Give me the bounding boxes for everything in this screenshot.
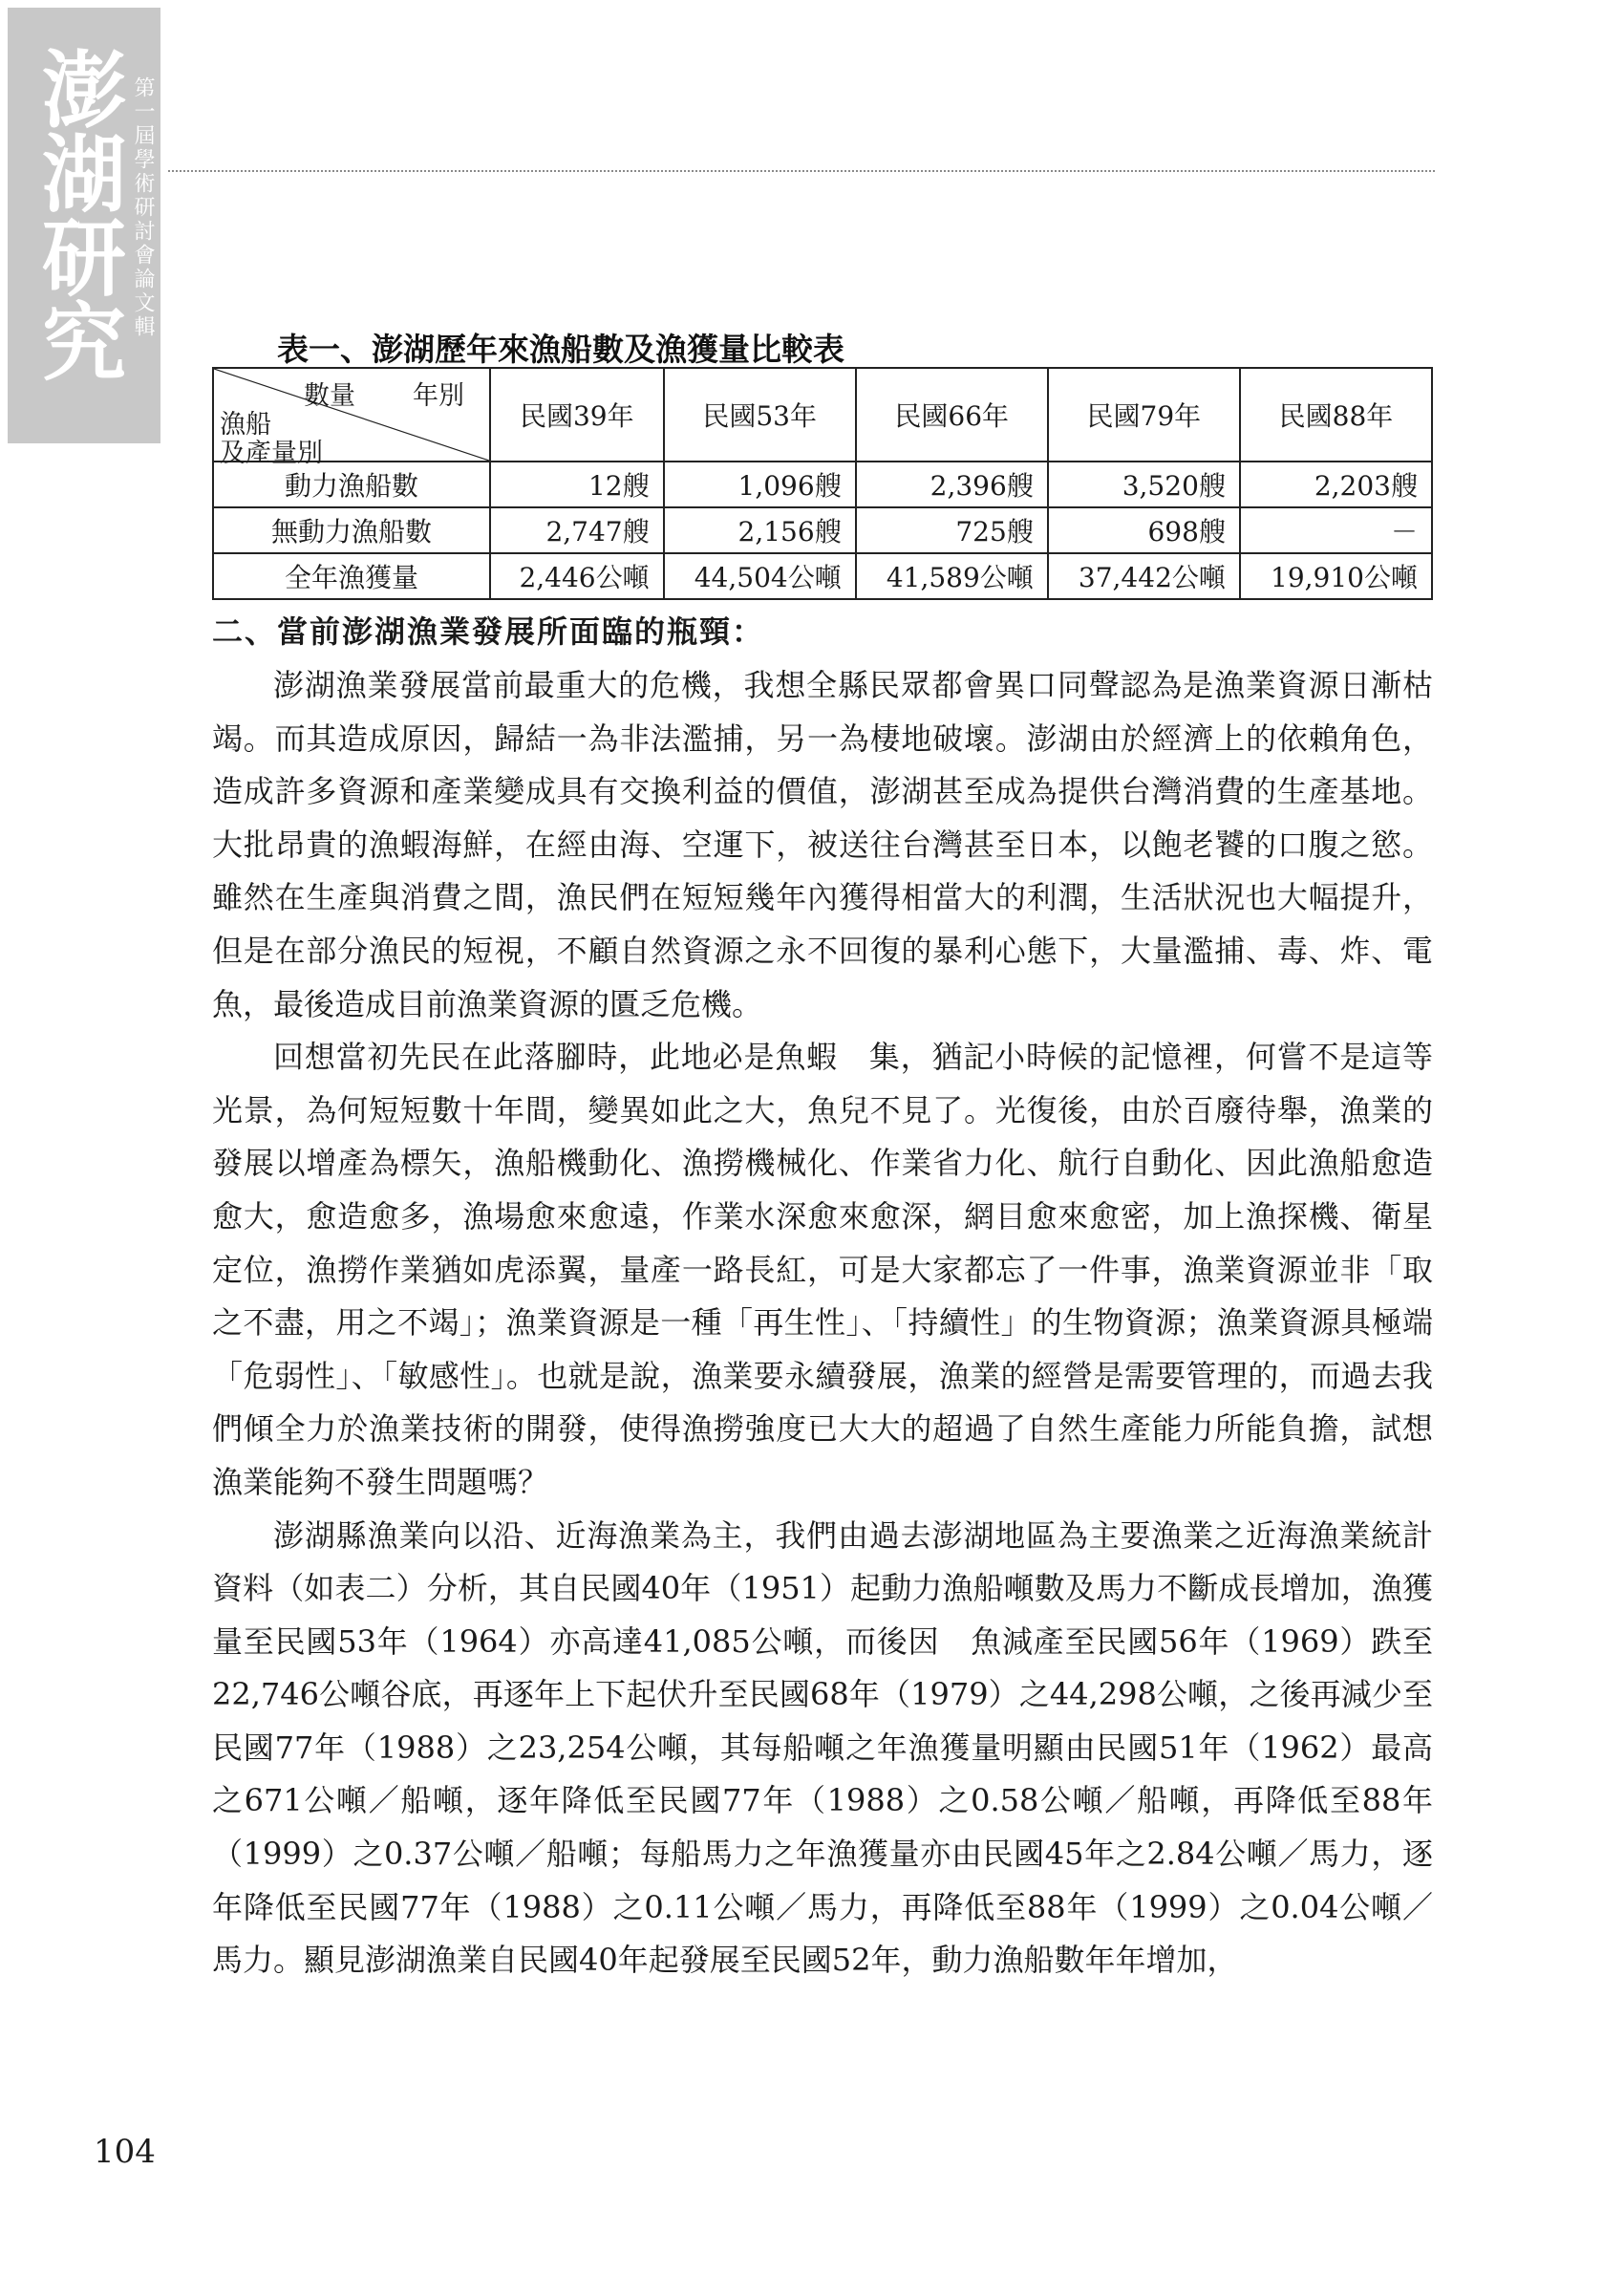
table-row bbox=[213, 462, 1432, 507]
column-header: 民國53年 bbox=[664, 368, 856, 462]
table-cell: 2,203艘 bbox=[1240, 462, 1432, 507]
corner-label-quantity: 數量 bbox=[304, 381, 355, 411]
column-header: 民國88年 bbox=[1240, 368, 1432, 462]
table-cell: － bbox=[1240, 507, 1432, 553]
table-caption: 表一、澎湖歷年來漁船數及漁獲量比較表 bbox=[277, 331, 844, 368]
table-cell: 2,446公噸 bbox=[490, 553, 664, 599]
table-cell: 44,504公噸 bbox=[664, 553, 856, 599]
fishing-stats-table bbox=[212, 367, 1433, 600]
table-cell: 19,910公噸 bbox=[1240, 553, 1432, 599]
corner-label-boats: 漁船 bbox=[220, 410, 271, 440]
table-cell: 12艘 bbox=[490, 462, 664, 507]
paragraph: 澎湖縣漁業向以沿、近海漁業為主，我們由過去澎湖地區為主要漁業之近海漁業統計資料（如表二）分析，其自民國40年（1951）起動力漁船噸數及馬力不斷成長增加，漁獲量至民國53年（1964）亦高達41,085公噸，而後因 魚減產至民國56年（1969）跌至22,746公噸谷底，再逐年上下起伏升至民國68年（1979）之44,298公噸，之後再減少至民國77年（1988）之23,254公噸，其每船噸之年漁獲量明顯由民國51年（1962）最高之671公噸／船噸，逐年降低至民國77年（1988）之0.58公噸／船噸，再降低至88年（1999）之0.37公噸／船噸；每船馬力之年漁獲量亦由民國45年之2.84公噸／馬力，逐年降低至民國77年（1988）之0.11公噸／馬力，再降低至88年（1999）之0.04公噸／馬力。顯見澎湖漁業自民國40年起發展至民國52年，動力漁船數年年增加， bbox=[212, 1516, 1433, 1979]
table-cell: 2,396艘 bbox=[856, 462, 1048, 507]
table-cell: 37,442公噸 bbox=[1048, 553, 1240, 599]
table-row bbox=[213, 507, 1432, 553]
table-row bbox=[213, 553, 1432, 599]
table-cell: 725艘 bbox=[856, 507, 1048, 553]
journal-title: 澎湖研究 bbox=[29, 46, 127, 382]
header-dotted-rule bbox=[168, 170, 1435, 172]
column-header: 民國39年 bbox=[490, 368, 664, 462]
column-header: 民國79年 bbox=[1048, 368, 1240, 462]
row-label: 全年漁獲量 bbox=[213, 553, 490, 599]
journal-subtitle: 第一屆學術研討會論文輯 bbox=[131, 76, 155, 339]
table-cell: 2,156艘 bbox=[664, 507, 856, 553]
table-header-row bbox=[213, 368, 1432, 462]
table-cell: 41,589公噸 bbox=[856, 553, 1048, 599]
table-corner-cell bbox=[213, 368, 490, 468]
column-header: 民國66年 bbox=[856, 368, 1048, 462]
table-cell: 2,747艘 bbox=[490, 507, 664, 553]
paragraph: 澎湖漁業發展當前最重大的危機，我想全縣民眾都會異口同聲認為是漁業資源日漸枯竭。而其造成原因，歸結一為非法濫捕，另一為棲地破壞。澎湖由於經濟上的依賴角色，造成許多資源和產業變成具有交換利益的價值，澎湖甚至成為提供台灣消費的生產基地。大批昂貴的漁蝦海鮮，在經由海、空運下，被送往台灣甚至日本，以飽老饕的口腹之慾。雖然在生產與消費之間，漁民們在短短幾年內獲得相當大的利潤，生活狀況也大幅提升，但是在部分漁民的短視，不顧自然資源之永不回復的暴利心態下，大量濫捕、毒、炸、電魚，最後造成目前漁業資源的匱乏危機。 bbox=[212, 667, 1433, 1022]
corner-label-year: 年別 bbox=[413, 381, 464, 411]
row-label: 動力漁船數 bbox=[213, 462, 490, 507]
corner-label-output: 及產量別 bbox=[220, 439, 323, 468]
row-label: 無動力漁船數 bbox=[213, 507, 490, 553]
table-cell: 1,096艘 bbox=[664, 462, 856, 507]
page-number: 104 bbox=[94, 2133, 156, 2171]
paragraph: 回想當初先民在此落腳時，此地必是魚蝦 集，猶記小時候的記憶裡，何嘗不是這等光景，為何短短數十年間，變異如此之大，魚兒不見了。光復後，由於百廢待舉，漁業的發展以增產為標矢，漁船機動化、漁撈機械化、作業省力化、航行自動化、因此漁船愈造愈大，愈造愈多，漁場愈來愈遠，作業水深愈來愈深，網目愈來愈密，加上漁探機、衛星定位，漁撈作業猶如虎添翼，量產一路長紅，可是大家都忘了一件事，漁業資源並非「取之不盡，用之不竭」；漁業資源是一種「再生性」、「持續性」的生物資源；漁業資源具極端「危弱性」、「敏感性」。也就是說，漁業要永續發展，漁業的經營是需要管理的，而過去我們傾全力於漁業技術的開發，使得漁撈強度已大大的超過了自然生產能力所能負擔，試想漁業能夠不發生問題嗎？ bbox=[212, 1039, 1433, 1500]
body-text bbox=[212, 659, 1433, 1987]
section-heading: 二、當前澎湖漁業發展所面臨的瓶頸： bbox=[212, 613, 765, 650]
table-cell: 3,520艘 bbox=[1048, 462, 1240, 507]
table-cell: 698艘 bbox=[1048, 507, 1240, 553]
